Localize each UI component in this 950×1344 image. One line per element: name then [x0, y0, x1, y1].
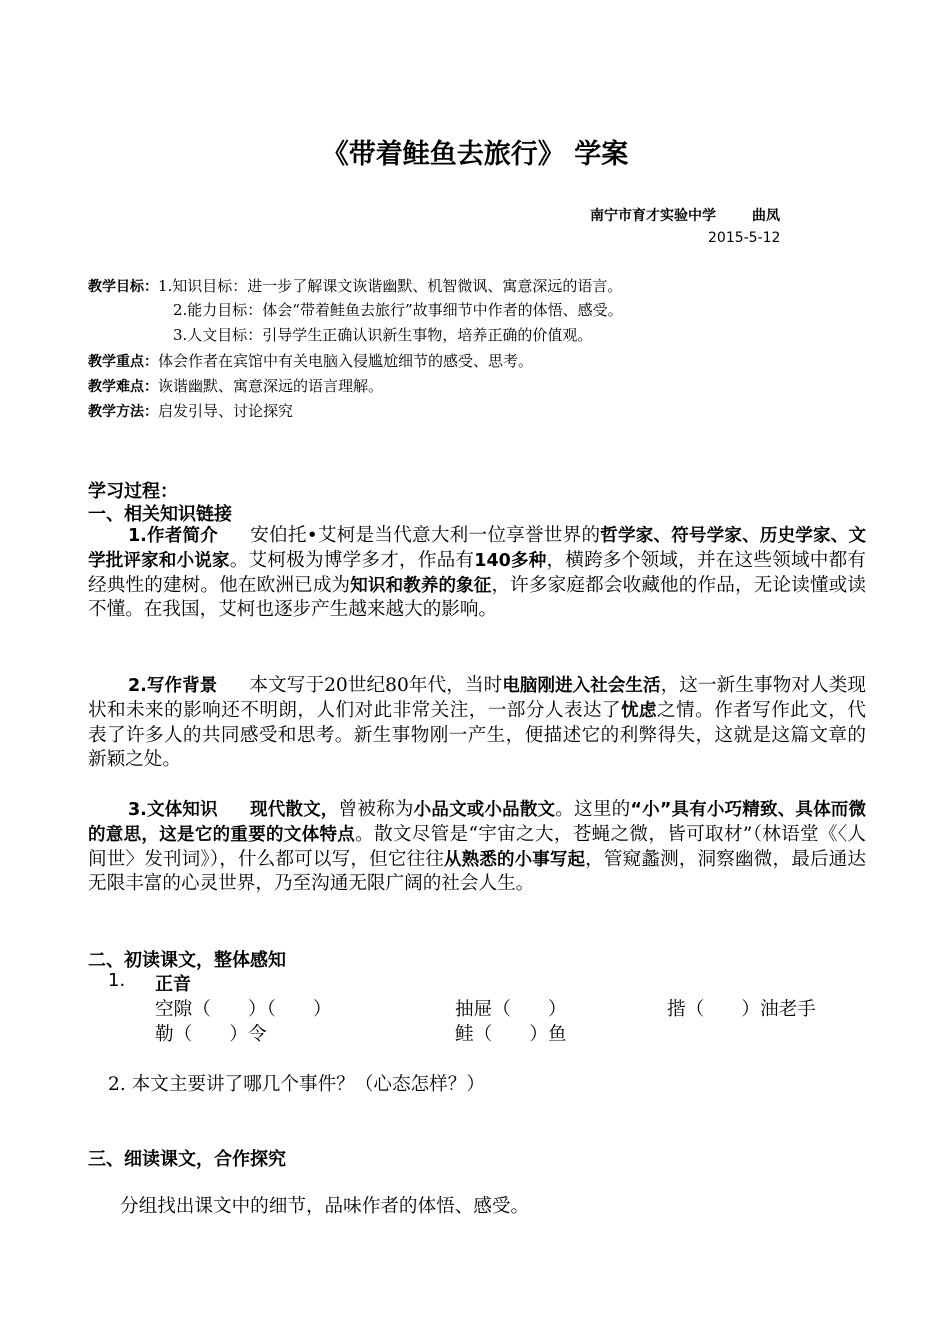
- pron-item: 揩（ ）油老手: [667, 999, 816, 1020]
- author-line: [590, 205, 780, 225]
- section1-heading: 一、相关知识链接: [88, 504, 232, 525]
- text-span: 。散文尽管是“宇宙之大，苍蝇之微，皆可取材”（林语堂《〈人间世〉发刊词》），什么都可以写，但它往往: [88, 823, 867, 870]
- pron-item: 鲑（ ）鱼: [455, 1024, 567, 1045]
- bold-span: 电脑刚进入社会生活: [502, 676, 661, 696]
- author-name: 曲凤: [752, 208, 780, 224]
- pronunciation-label: 正音: [155, 974, 191, 995]
- question-events: 2. 本文主要讲了哪几个事件？（心态怎样？）: [108, 1074, 485, 1095]
- key-point: [88, 349, 533, 374]
- background-label: 2.写作背景: [128, 676, 218, 696]
- objectives-label: 教学目标：: [88, 279, 158, 295]
- method: [88, 399, 293, 424]
- bold-span: “小”具有小巧精致、具体而微的意思，这是它的重要的文体特点: [88, 800, 866, 845]
- background-paragraph: [88, 674, 866, 773]
- text-span: 。艾柯极为博学多才，作品有: [229, 549, 475, 571]
- page-title: 《带着鲑鱼去旅行》 学案: [321, 139, 629, 170]
- text-span: 安伯托•艾柯是当代意大利一位享誉世界的: [249, 525, 601, 546]
- objective-3: 3.人文目标：引导学生正确认识新生事物，培养正确的价值观。: [173, 326, 593, 344]
- bold-span: 知识和教养的象征: [350, 575, 492, 596]
- text-span: ，横跨多个领域，并在这些领域中都有经典性的建树。他在欧洲已成为: [88, 549, 866, 596]
- bold-span: 哲学家、符号学家、历史学家、文学批评家和小说家: [88, 526, 867, 571]
- author-intro-paragraph: [88, 524, 866, 623]
- objective-1: 1.知识目标：进一步了解课文诙谐幽默、机智微讽、寓意深远的语言。: [158, 277, 623, 295]
- text-span: ，这一新生事物对人类现状和未来的影响还不明朗，人们对此非常关注，一部分人表达了: [88, 675, 867, 721]
- date: 2015-5-12: [708, 230, 781, 246]
- author-intro-label: 1.作者简介: [128, 526, 218, 546]
- text-span: 曾被称为: [338, 799, 414, 820]
- genre-paragraph: [88, 798, 866, 897]
- bold-span: 从熟悉的小事写起: [444, 849, 586, 870]
- pron-item: 空隙（ ）（ ）: [155, 999, 332, 1020]
- method-label: 教学方法：: [88, 404, 158, 420]
- difficulty: [88, 374, 383, 399]
- text-span: ，管窥蠡测，洞察幽微，最后通达无限丰富的心灵世界，乃至沟通无限广阔的社会人生。: [88, 848, 866, 895]
- section2-heading: 二、初读课文，整体感知: [88, 950, 286, 971]
- objective-line-1: [88, 274, 622, 299]
- key-point-text: 体会作者在宾馆中有关电脑入侵尴尬细节的感受、思考。: [158, 352, 534, 370]
- key-point-label: 教学重点：: [88, 354, 158, 370]
- method-text: 启发引导、讨论探究: [158, 402, 294, 420]
- school-name: 南宁市育才实验中学: [590, 208, 716, 224]
- process-heading: 学习过程：: [88, 481, 178, 502]
- pron-item: 抽屉（ ）: [455, 999, 567, 1020]
- item1-number: 1.: [108, 970, 126, 991]
- text-span: 本文写于20世纪80年代，当时: [249, 675, 503, 696]
- genre-label: 3.文体知识: [128, 800, 218, 820]
- text-span: 。这里的: [555, 799, 631, 820]
- bold-span: 现代散文，: [249, 800, 339, 820]
- bold-span: 忧虑: [621, 700, 657, 721]
- objective-2: 2.能力目标：体会“带着鲑鱼去旅行”故事细节中作者的体悟、感受。: [173, 301, 623, 319]
- bold-span: 140多种: [474, 550, 547, 571]
- section3-text: 分组找出课文中的细节，品味作者的体悟、感受。: [120, 1196, 530, 1217]
- difficulty-label: 教学难点：: [88, 379, 158, 395]
- difficulty-text: 诙谐幽默、寓意深远的语言理解。: [158, 377, 384, 395]
- text-span: ，许多家庭都会收藏他的作品，无论读懂或读不懂。在我国，艾柯也逐步产生越来越大的影响。: [88, 574, 866, 621]
- text-span: 之情。作者写作此文，代表了许多人的共同感受和思考。新生事物刚一产生，便描述它的利弊得失，这就是这篇文章的新颖之处。: [88, 699, 866, 771]
- section3-heading: 三、细读课文，合作探究: [88, 1149, 286, 1170]
- pron-item: 勒（ ）令: [155, 1024, 267, 1045]
- bold-span: 小品文或小品散文: [413, 800, 556, 820]
